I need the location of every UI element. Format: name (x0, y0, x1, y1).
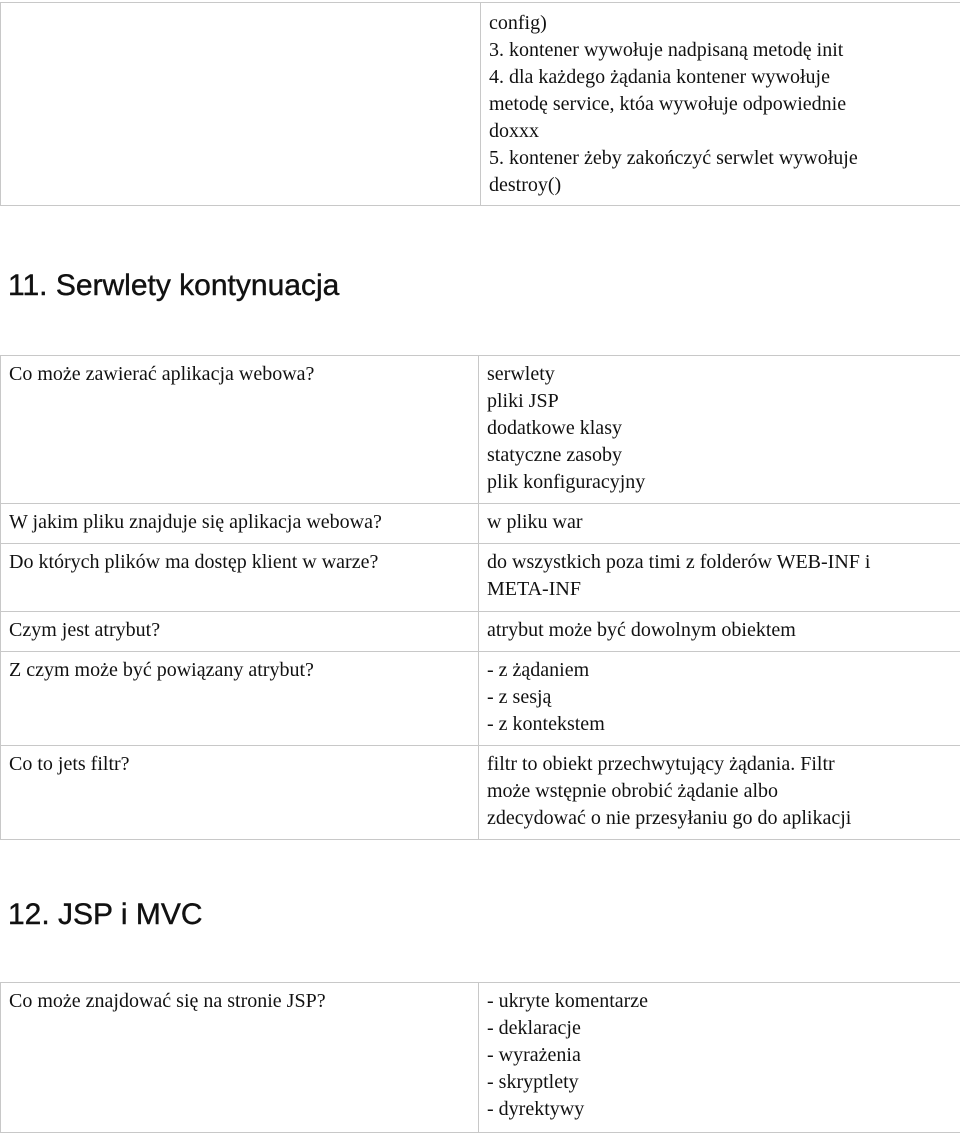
section-12-table (0, 982, 960, 1133)
question-cell (1, 3, 481, 206)
top-continuation-table (0, 2, 960, 206)
answer-line: serwlety (487, 363, 555, 385)
answer-line: config) (489, 12, 547, 34)
table-row (1, 983, 960, 1133)
answer-line: - z żądaniem (487, 659, 590, 681)
answer-line: destroy() (489, 174, 562, 196)
answer-cell (479, 544, 960, 612)
table-row (1, 746, 960, 840)
answer-cell (479, 612, 960, 652)
answer-line: - z kontekstem (487, 713, 605, 735)
answer-line: filtr to obiekt przechwytujący żądania. Filtr (487, 753, 835, 775)
answer-line: - z sesją (487, 686, 552, 708)
answer-cell (479, 983, 960, 1133)
answer-line: atrybut może być dowolnym obiektem (487, 619, 796, 641)
answer-line: do wszystkich poza timi z folderów WEB-INF i (487, 551, 871, 573)
table-row (1, 356, 960, 504)
table-row (1, 504, 960, 544)
answer-cell (479, 504, 960, 544)
answer-cell (479, 356, 960, 504)
question-cell: Co to jets filtr? (1, 746, 479, 840)
answer-line: zdecydować o nie przesyłaniu go do aplikacji (487, 807, 852, 829)
table-row (1, 3, 960, 206)
answer-line: statyczne zasoby (487, 444, 622, 466)
section-heading-11: 11. Serwlety kontynuacja (8, 269, 340, 302)
answer-line: metodę service, któa wywołuje odpowiednie (489, 93, 847, 115)
question-cell: W jakim pliku znajduje się aplikacja webowa? (1, 504, 479, 544)
answer-line: - ukryte komentarze (487, 990, 649, 1012)
answer-line: plik konfiguracyjny (487, 471, 646, 493)
answer-line: 5. kontener żeby zakończyć serwlet wywołuje (489, 147, 858, 169)
answer-line: 4. dla każdego żądania kontener wywołuje (489, 66, 830, 88)
question-cell: Czym jest atrybut? (1, 612, 479, 652)
answer-line: - skryptlety (487, 1071, 579, 1093)
answer-line: pliki JSP (487, 390, 559, 412)
answer-line: dodatkowe klasy (487, 417, 622, 439)
question-cell: Z czym może być powiązany atrybut? (1, 652, 479, 746)
section-heading-12: 12. JSP i MVC (8, 898, 203, 931)
answer-line: - deklaracje (487, 1017, 581, 1039)
answer-line: w pliku war (487, 511, 583, 533)
section-11-table (0, 355, 960, 840)
answer-line: doxxx (489, 120, 539, 142)
question-cell: Co może zawierać aplikacja webowa? (1, 356, 479, 504)
answer-cell (479, 652, 960, 746)
question-cell: Do których plików ma dostęp klient w warze? (1, 544, 479, 612)
table-row (1, 612, 960, 652)
answer-cell (481, 3, 960, 206)
question-cell: Co może znajdować się na stronie JSP? (1, 983, 479, 1133)
answer-cell (479, 746, 960, 840)
table-row (1, 652, 960, 746)
answer-line: - wyrażenia (487, 1044, 581, 1066)
answer-line: może wstępnie obrobić żądanie albo (487, 780, 778, 802)
answer-line: - dyrektywy (487, 1098, 585, 1120)
answer-line: 3. kontener wywołuje nadpisaną metodę init (489, 39, 844, 61)
table-row (1, 544, 960, 612)
answer-line: META-INF (487, 578, 581, 600)
